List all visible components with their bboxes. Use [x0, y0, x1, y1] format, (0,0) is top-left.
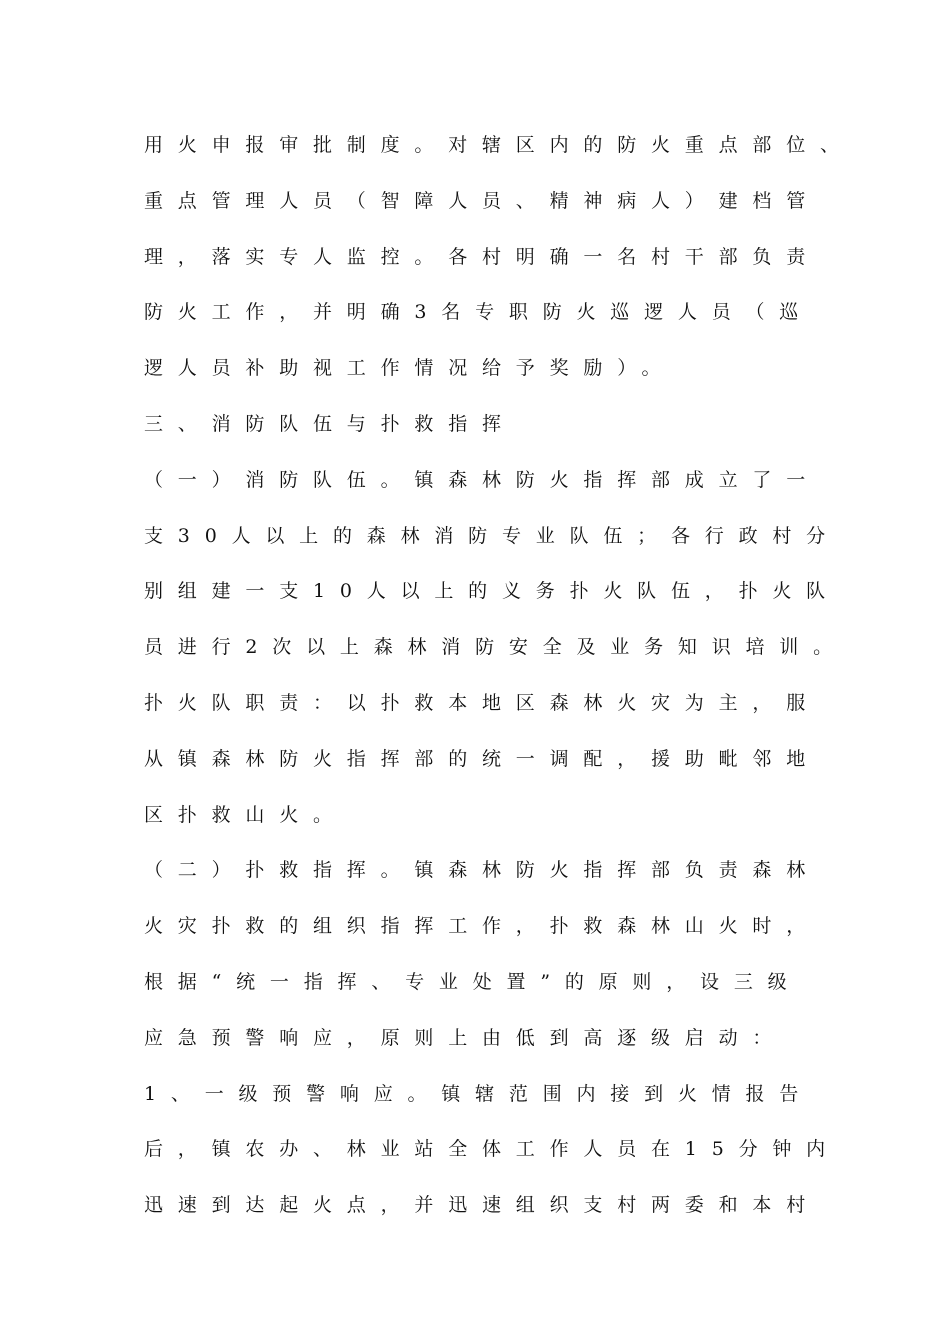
text-line: 后，镇农办、林业站全体工作人员在15分钟内	[144, 1138, 840, 1161]
text-line: （一）消防队伍。镇森林防火指挥部成立了一	[144, 468, 821, 491]
text-line: 别组建一支10人以上的义务扑火队伍，扑火队	[144, 580, 840, 603]
text-line: 1、一级预警响应。镇辖范围内接到火情报告	[144, 1082, 814, 1105]
text-line: 逻人员补助视工作情况给予奖励）。	[144, 357, 676, 380]
document-body	[144, 126, 854, 1242]
text-line: 迅速到达起火点，并迅速组织支村两委和本村	[144, 1194, 821, 1217]
text-line: 从镇森林防火指挥部的统一调配，援助毗邻地	[144, 747, 821, 770]
text-line: 应急预警响应，原则上由低到高逐级启动：	[144, 1026, 787, 1049]
section-heading: 三、消防队伍与扑救指挥	[144, 412, 516, 435]
text-line: 防火工作，并明确3名专职防火巡逻人员（巡	[144, 301, 814, 324]
text-line: （二）扑救指挥。镇森林防火指挥部负责森林	[144, 859, 821, 882]
text-line: 理，落实专人监控。各村明确一名村干部负责	[144, 245, 821, 268]
text-line: 员进行2次以上森林消防安全及业务知识培训。	[144, 636, 847, 659]
text-line: 火灾扑救的组织指挥工作，扑救森林山火时，	[144, 915, 821, 938]
text-line: 区扑救山火。	[144, 803, 347, 826]
text-line: 扑火队职责：以扑救本地区森林火灾为主，服	[144, 691, 821, 714]
text-line: 用火申报审批制度。对辖区内的防火重点部位、	[144, 134, 854, 156]
text-line: 支30人以上的森林消防专业队伍；各行政村分	[144, 524, 840, 547]
text-line: 根据“统一指挥、专业处置”的原则，设三级	[144, 970, 802, 993]
text-line: 重点管理人员（智障人员、精神病人）建档管	[144, 189, 821, 212]
